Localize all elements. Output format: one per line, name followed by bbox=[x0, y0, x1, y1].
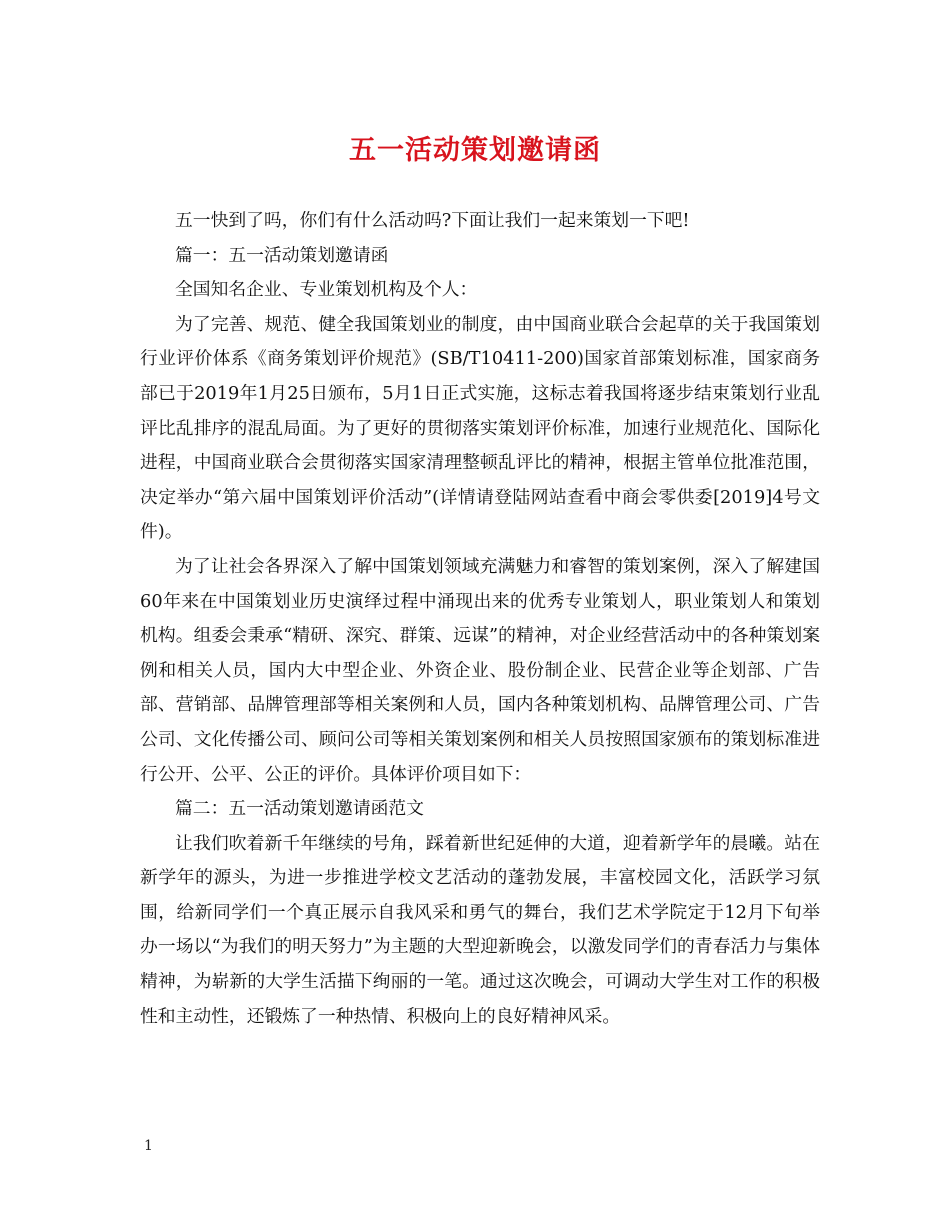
page-title: 五一活动策划邀请函 bbox=[349, 135, 601, 166]
body-paragraph: 为了完善、规范、健全我国策划业的制度，由中国商业联合会起草的关于我国策划行业评价体系《商务策划评价规范》(SB/T10411-200)国家首部策划标准，国家商务部已于2019年1月25日颁布，5月1日正式实施，这标志着我国将逐步结束策划行业乱评比乱排序的混乱局面。为了更好的贯彻落实策划评价标准，加速行业规范化、国际化进程，中国商业联合会贯彻落实国家清理整顿乱评比的精神，根据主管单位批准范围，决定举办“第六届中国策划评价活动”(详情请登陆网站查看中商会零供委[2019]4号文件)。 bbox=[140, 313, 820, 543]
section-heading-1: 篇一：五一活动策划邀请函 bbox=[175, 244, 389, 266]
page-number: 1 bbox=[144, 1138, 153, 1154]
body-paragraph: 为了让社会各界深入了解中国策划领域充满魅力和睿智的策划案例，深入了解建国60年来在中国策划业历史演绎过程中涌现出来的优秀专业策划人，职业策划人和策划机构。组委会秉承“精研、深究、群策、远谋”的精神，对企业经营活动中的各种策划案例和相关人员，国内大中型企业、外资企业、股份制企业、民营企业等企划部、广告部、营销部、品牌管理部等相关案例和人员，国内各种策划机构、品牌管理公司、广告公司、文化传播公司、顾问公司等相关策划案例和相关人员按照国家颁布的策划标准进行公开、公平、公正的评价。具体评价项目如下： bbox=[140, 555, 820, 785]
body-paragraph: 让我们吹着新千年继续的号角，踩着新世纪延伸的大道，迎着新学年的晨曦。站在新学年的源头，为进一步推进学校文艺活动的蓬勃发展，丰富校园文化，活跃学习氛围，给新同学们一个真正展示自我风采和勇气的舞台，我们艺术学院定于12月下旬举办一场以“为我们的明天努力”为主题的大型迎新晚会，以激发同学们的青春活力与集体精神，为崭新的大学生活描下绚丽的一笔。通过这次晚会，可调动大学生对工作的积极性和主动性，还锻炼了一种热情、积极向上的良好精神风采。 bbox=[140, 832, 820, 1027]
section-heading-2: 篇二：五一活动策划邀请函范文 bbox=[175, 798, 424, 820]
intro-paragraph: 五一快到了吗，你们有什么活动吗?下面让我们一起来策划一下吧! bbox=[175, 210, 690, 231]
document-body bbox=[140, 204, 820, 1034]
salutation: 全国知名企业、专业策划机构及个人： bbox=[175, 279, 478, 301]
